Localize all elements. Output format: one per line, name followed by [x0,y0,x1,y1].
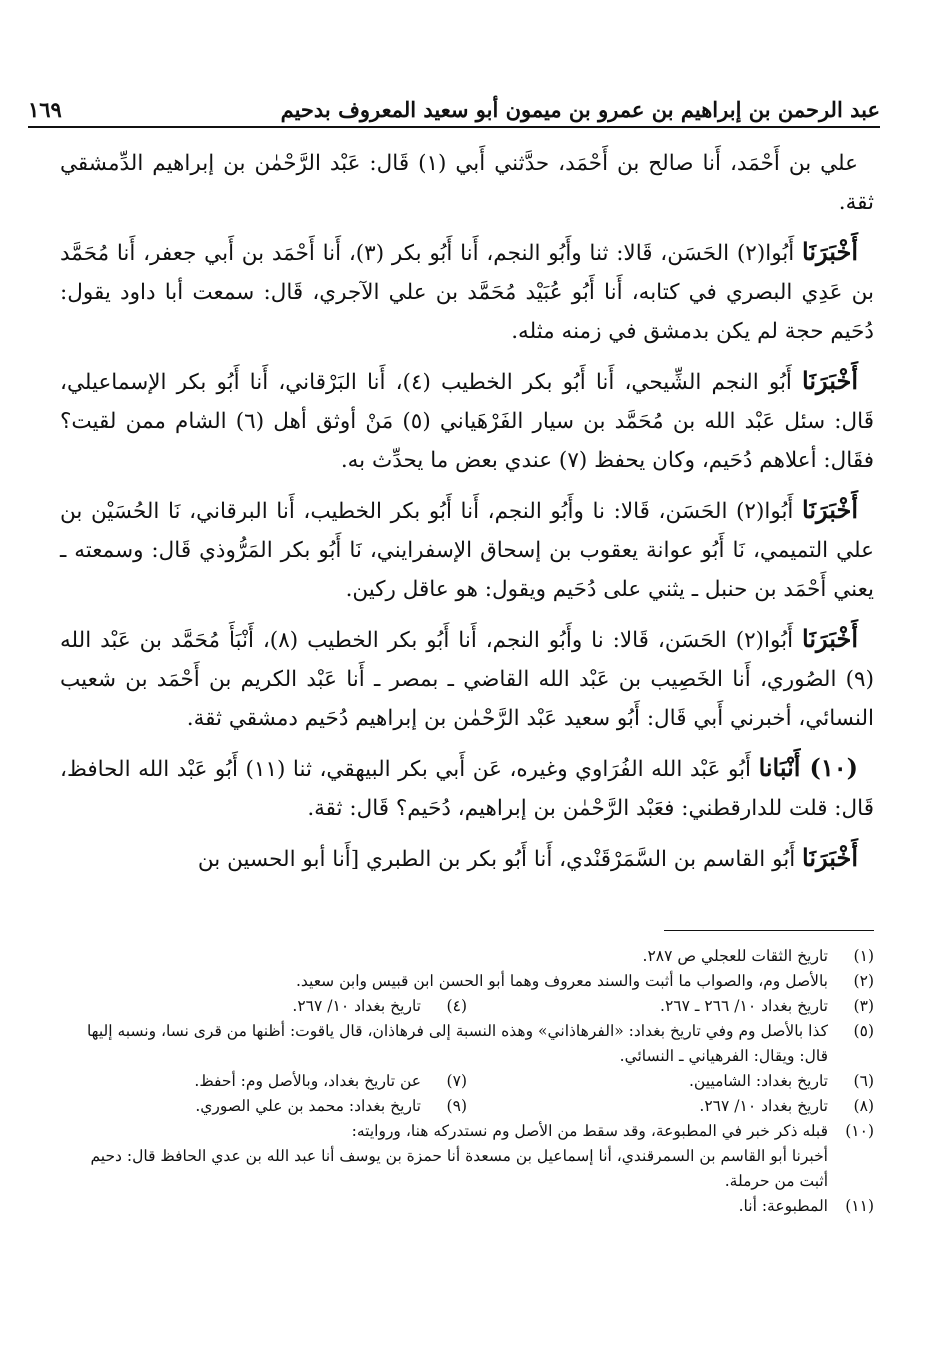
footnote-text: تاريخ بغداد ١٠/ ٢٦٧. [699,1097,828,1115]
footnote [60,1019,874,1069]
paragraph [60,490,874,609]
footnote [60,1069,467,1094]
footnote-number: (٤) [446,997,467,1015]
page-header [28,92,880,128]
footnote-text: تاريخ الثقات للعجلي ص ٢٨٧. [642,947,828,965]
paragraph-text: أَبُوا(٢) الحَسَن، قَالا: نا وأَبُو النجم، أَنا أَبُو بكر الخطيب (٨)، أَنْبَأَ مُحَمَّد بن عَبْد الله (٩) الصُوري، أَنا الخَصِيب بن عَبْد الله القاضي ـ بمصر ـ أَنا عَبْد الكريم بن أَحْمَد بن شعيب النسائي، أخبرني أَبي قَال: أَبُو سعيد عَبْد الرَّحْمٰن بن إبراهيم دُحَيم دمشقي ثقة. [60,628,874,731]
paragraph [60,838,874,879]
footnote [60,1119,874,1144]
footnote [467,1069,874,1094]
footnote-text: تاريخ بغداد: محمد بن علي الصوري. [195,1097,421,1115]
footnote-text: تاريخ بغداد ١٠/ ٢٦٦ ـ ٢٦٧. [660,997,828,1015]
footnote-continuation: أخبرنا أبو القاسم بن السمرقندي، أنا إسماعيل بن مسعدة أنا حمزة بن يوسف أنا عبد الله بن عدي الحافظ قال: دحيم أثبت من حرملة. [90,1147,828,1190]
footnote-number: (٩) [446,1097,467,1115]
paragraph [60,748,874,828]
paragraph-lead: أَخْبَرَنَا [802,237,858,266]
page-number: ١٦٩ [28,97,62,122]
footnote-text: بالأصل وم، والصواب ما أثبت والسند معروف وهما أبو الحسن ابن قبيس وابن سعيد. [295,972,828,990]
footnote-number: (٥) [853,1022,874,1040]
paragraph-lead: أَخْبَرَنَا [802,624,858,653]
footnote [467,1094,874,1119]
footnote-text: عن تاريخ بغداد، وبالأصل وم: أحفظ. [194,1072,421,1090]
footnote-number: (٧) [446,1072,467,1090]
footnote-text: تاريخ بغداد: الشاميين. [688,1072,828,1090]
footnote [60,944,874,969]
footnote [60,994,467,1019]
footnote-number: (١١) [845,1197,874,1215]
footnote-number: (١) [853,947,874,965]
footnote-text: تاريخ بغداد ١٠/ ٢٦٧. [292,997,421,1015]
footnote-row [60,1069,874,1094]
paragraph [60,232,874,351]
paragraph [60,619,874,738]
footnote-number: (٦) [853,1072,874,1090]
paragraph-lead: أَخْبَرَنَا [802,843,858,872]
footnote-row [60,994,874,1019]
paragraph-lead: (١٠) أَنْبَانا [758,753,858,782]
paragraph-lead: أَخْبَرَنَا [802,495,858,524]
running-title: عبد الرحمن بن إبراهيم بن عمرو بن ميمون أبو سعيد المعروف بدحيم [280,97,880,122]
footnote [467,994,874,1019]
footnote [60,1194,874,1219]
footnote-text: قبله ذكر خبر في المطبوعة، وقد سقط من الأصل وم نستدركه هنا، وروايته: [351,1122,828,1140]
footnote-text: كذا بالأصل وم وفي تاريخ بغداد: «الفرهاذاني» وهذه النسبة إلى فرهاذان، قال ياقوت: أظنها من قرى نسا، ونسبه إليها قال: ويقال: الفرهياني ـ النسائي. [86,1022,828,1065]
paragraph-text: أَبُوا(٢) الحَسَن، قَالا: ثنا وأَبُو النجم، أَنا أَبُو بكر (٣)، أَنا أَحْمَد بن أَبي جعفر، أَنا مُحَمَّد بن عَدِي البصري في كتابه، أَنا أَبُو عُبَيْد مُحَمَّد بن علي الآجري، قَال: سمعت أبا داود يقول: دُحَيم حجة لم يكن بدمشق في زمنه مثله. [60,241,874,344]
footnote [60,969,874,994]
footnote-row [60,1094,874,1119]
main-text [60,142,874,889]
footnote-text: المطبوعة: أنا. [738,1197,828,1215]
paragraph-text: أَبُو النجم الشِّيحي، أَنا أَبُو بكر الخطيب (٤)، أَنا البَرْقاني، أَنا أَبُو بكر الإسماعيلي، قَال: سئل عَبْد الله بن مُحَمَّد بن سيار الفَرْهَياني (٥) مَنْ أوثق أهل (٦) الشام ممن لقيت؟ فقَال: أعلاهم دُحَيم، وكان يحفظ (٧) عندي بعض ما يحدِّث به. [60,370,874,473]
footnote-number: (٣) [853,997,874,1015]
footnote-number: (٢) [853,972,874,990]
paragraph [60,142,874,222]
footnote-separator [664,930,874,931]
footnotes [60,944,874,1219]
footnote-number: (١٠) [845,1122,874,1140]
paragraph-lead: أَخْبَرَنَا [802,366,859,395]
paragraph-text: أَبُو القاسم بن السَّمَرْقَنْدي، أَنا أَبُو بكر بن الطبري [أَنا أبو الحسين بن [197,847,803,872]
paragraph-text: أَبُوا(٢) الحَسَن، قَالا: نا وأَبُو النجم، أَنا أَبُو بكر الخطيب، أَنا البرقاني، نَا الحُسَيْن بن علي التميمي، نَا أَبُو عوانة يعقوب بن إسحاق الإسفرايني، نَا أَبُو بكر المَرُّوذي قَال: وسمعته ـ يعني أَحْمَد بن حنبل ـ يثني على دُحَيم ويقول: هو عاقل ركين. [60,499,874,602]
footnote [60,1094,467,1119]
paragraph-text: علي بن أَحْمَد، أَنا صالح بن أَحْمَد، حدَّثني أَبي (١) قَال: عَبْد الرَّحْمٰن بن إبراهيم الدِّمشقي ثقة. [60,151,874,215]
paragraph-text: أَبُو عَبْد الله الفُرَاوي وغيره، عَن أَبي بكر البيهقي، ثنا (١١) أَبُو عَبْد الله الحافظ، قَال: قلت للدارقطني: فعَبْد الرَّحْمٰن بن إبراهيم، دُحَيم؟ قَال: ثقة. [60,757,874,821]
footnote-number: (٨) [853,1097,874,1115]
paragraph [60,361,874,480]
